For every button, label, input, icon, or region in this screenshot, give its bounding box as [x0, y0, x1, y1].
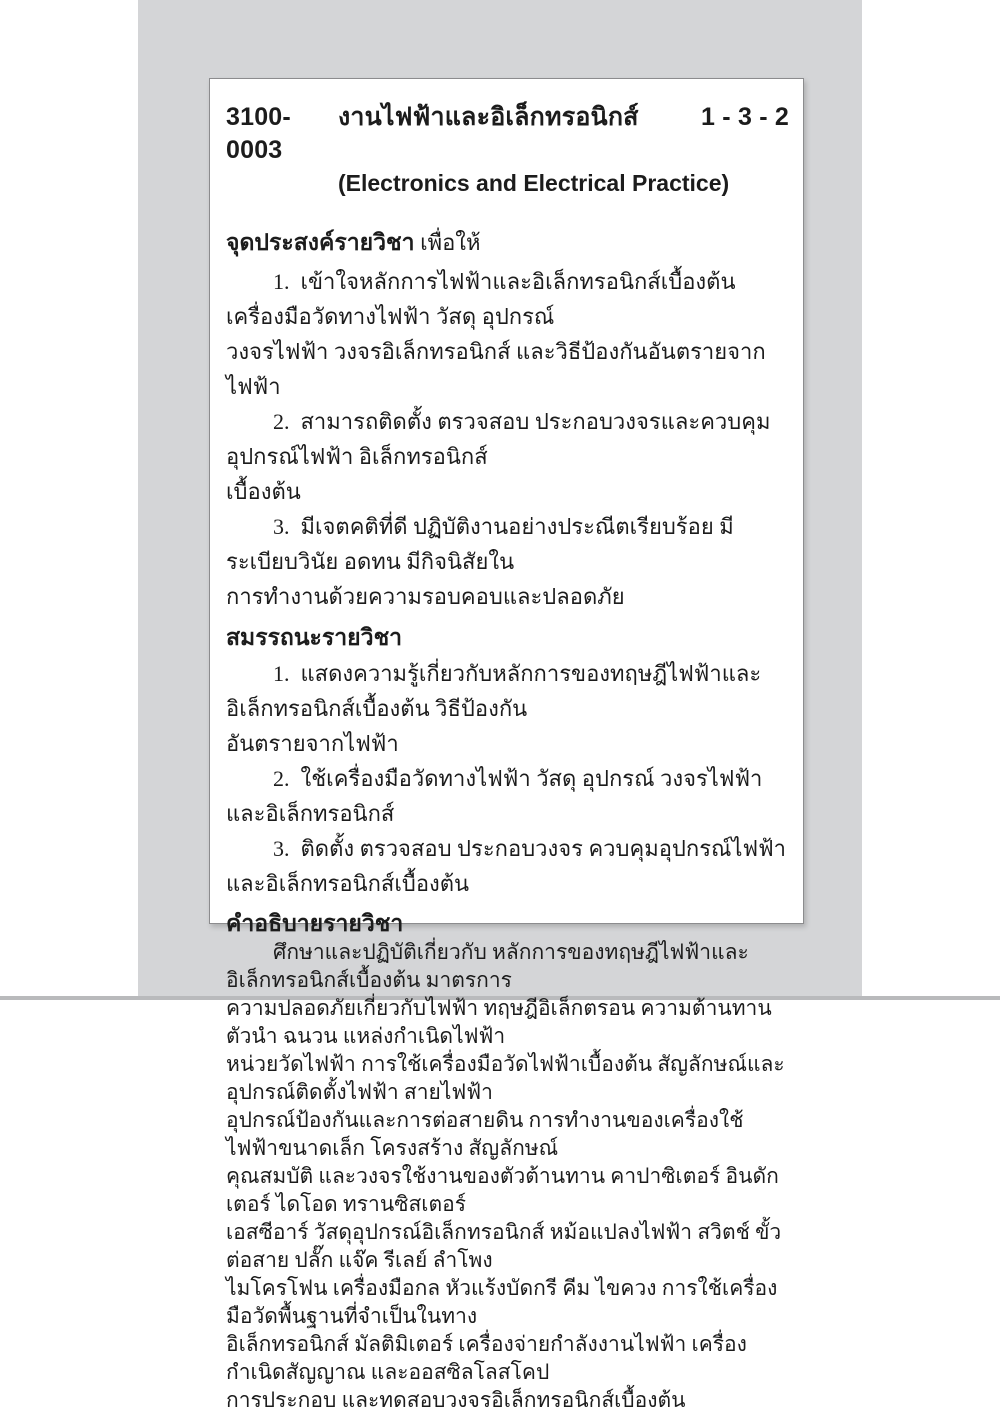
objective-1-line-2: วงจรไฟฟ้า วงจรอิเล็กทรอนิกส์ และวิธีป้องกันอันตรายจากไฟฟ้า	[226, 339, 766, 399]
objective-item-3	[226, 509, 793, 614]
objectives-heading-label: จุดประสงค์รายวิชา	[226, 229, 415, 255]
description-heading: คำอธิบายรายวิชา	[226, 910, 404, 936]
competency-item-1	[226, 656, 793, 761]
document-page	[209, 78, 804, 1412]
objectives-heading-tail: เพื่อให้	[414, 230, 481, 255]
objective-2-line-1: 2. สามารถติดตั้ง ตรวจสอบ ประกอบวงจรและควบคุมอุปกรณ์ไฟฟ้า อิเล็กทรอนิกส์	[226, 409, 771, 469]
course-header	[226, 101, 793, 167]
competency-item-3	[226, 831, 793, 901]
description-line-8: อิเล็กทรอนิกส์ มัลติมิเตอร์ เครื่องจ่ายกำลังงานไฟฟ้า เครื่องกำเนิดสัญญาณ และออสซิลโลสโคป	[226, 1332, 747, 1384]
competency-1-line-1: 1. แสดงความรู้เกี่ยวกับหลักการของทฤษฎีไฟฟ้าและอิเล็กทรอนิกส์เบื้องต้น วิธีป้องกัน	[226, 661, 762, 721]
description-line-3: หน่วยวัดไฟฟ้า การใช้เครื่องมือวัดไฟฟ้าเบื้องต้น สัญลักษณ์และอุปกรณ์ติดตั้งไฟฟ้า สายไฟฟ้า	[226, 1052, 785, 1104]
objective-item-2	[226, 404, 793, 509]
credit-hours: 1 - 3 - 2	[701, 103, 789, 131]
description-line-5: คุณสมบัติ และวงจรใช้งานของตัวต้านทาน คาปาซิเตอร์ อินดักเตอร์ ไดโอด ทรานซิสเตอร์	[226, 1164, 779, 1216]
description-line-9: การประกอบ และทดสอบวงจรอิเล็กทรอนิกส์เบื้องต้น	[226, 1388, 686, 1412]
objectives-heading	[226, 227, 793, 258]
description-line-6: เอสซีอาร์ วัสดุอุปกรณ์อิเล็กทรอนิกส์ หม้อแปลงไฟฟ้า สวิตช์ ขั้วต่อสาย ปลั๊ก แจ๊ค รีเลย์ ลำโพง	[226, 1220, 782, 1272]
competency-3-line-1: 3. ติดตั้ง ตรวจสอบ ประกอบวงจร ควบคุมอุปกรณ์ไฟฟ้าและอิเล็กทรอนิกส์เบื้องต้น	[226, 836, 787, 896]
objective-3-line-1: 3. มีเจตคติที่ดี ปฏิบัติงานอย่างประณีตเรียบร้อย มีระเบียบวินัย อดทน มีกิจนิสัยใน	[226, 514, 734, 574]
description-line-2: ความปลอดภัยเกี่ยวกับไฟฟ้า ทฤษฎีอิเล็กตรอน ความต้านทาน ตัวนำ ฉนวน แหล่งกำเนิดไฟฟ้า	[226, 996, 777, 1048]
objectives-list	[226, 264, 793, 614]
competency-1-line-2: อันตรายจากไฟฟ้า	[226, 731, 399, 756]
competency-item-2	[226, 761, 793, 831]
objective-1-line-1: 1. เข้าใจหลักการไฟฟ้าและอิเล็กทรอนิกส์เบื้องต้น เครื่องมือวัดทางไฟฟ้า วัสดุ อุปกรณ์	[226, 269, 742, 329]
course-title-english: (Electronics and Electrical Practice)	[338, 170, 730, 196]
description-line-4: อุปกรณ์ป้องกันและการต่อสายดิน การทำงานของเครื่องใช้ไฟฟ้าขนาดเล็ก โครงสร้าง สัญลักษณ์	[226, 1108, 744, 1160]
course-code: 3100-0003	[226, 103, 291, 164]
objective-3-line-2: การทำงานด้วยความรอบคอบและปลอดภัย	[226, 584, 625, 609]
competency-2-line-1: 2. ใช้เครื่องมือวัดทางไฟฟ้า วัสดุ อุปกรณ์ วงจรไฟฟ้าและอิเล็กทรอนิกส์	[226, 766, 763, 826]
objective-2-line-2: เบื้องต้น	[226, 479, 301, 504]
competencies-list	[226, 656, 793, 901]
competencies-heading: สมรรถนะรายวิชา	[226, 624, 403, 650]
course-title-thai: งานไฟฟ้าและอิเล็กทรอนิกส์	[338, 103, 639, 131]
description-line-1: ศึกษาและปฏิบัติเกี่ยวกับ หลักการของทฤษฎีไฟฟ้าและอิเล็กทรอนิกส์เบื้องต้น มาตรการ	[226, 940, 749, 992]
description-paragraph	[226, 938, 793, 1414]
objective-item-1	[226, 264, 793, 404]
description-line-7: ไมโครโฟน เครื่องมือกล หัวแร้งบัดกรี คีม ไขควง การใช้เครื่องมือวัดพื้นฐานที่จำเป็นในทาง	[226, 1276, 778, 1328]
